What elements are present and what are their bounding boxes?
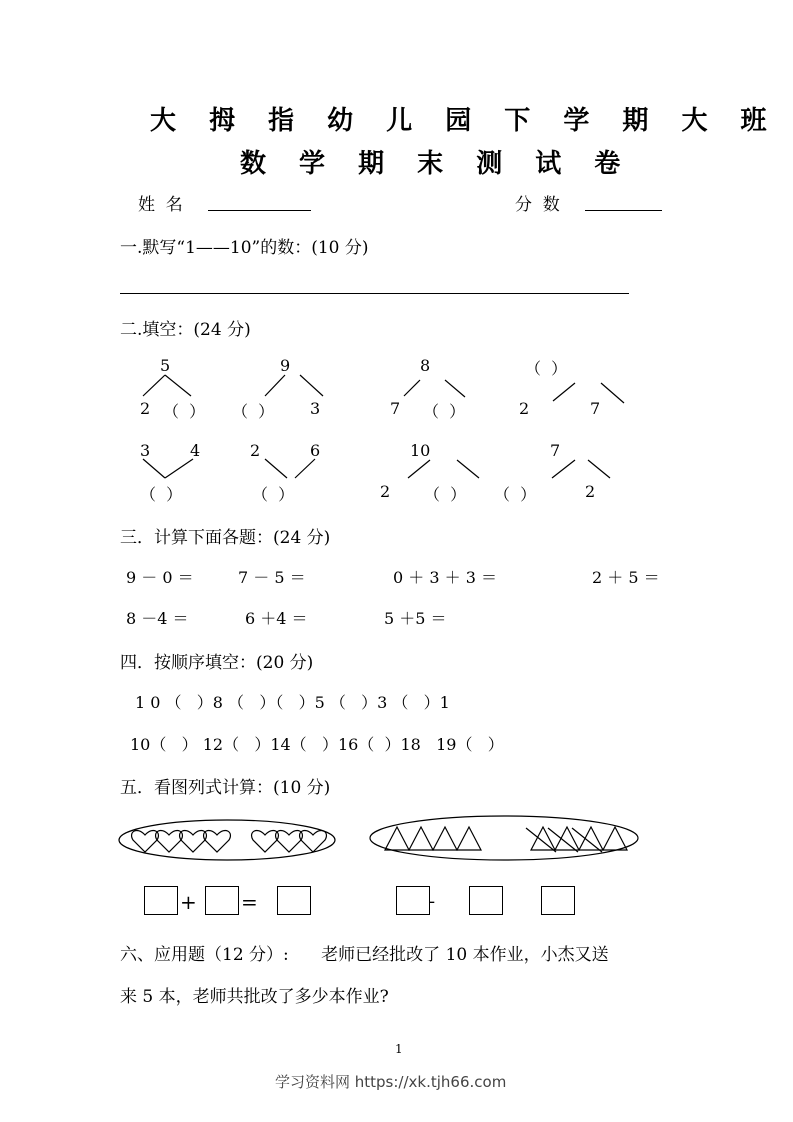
tree-7-right[interactable]: （ ） bbox=[424, 485, 467, 504]
tree-4-right: 7 bbox=[590, 399, 601, 418]
answer-box[interactable] bbox=[144, 886, 178, 915]
tree-1-top: 5 bbox=[160, 356, 171, 375]
section-6-heading: 六、应用题（12 分）: 老师已经批改了 10 本作业，小杰又送 bbox=[120, 945, 609, 965]
equals-sign: = bbox=[241, 890, 258, 914]
calc-1[interactable]: 9 － 0 ＝ bbox=[126, 568, 194, 587]
title-line-2: 数 学 期 末 测 试 卷 bbox=[240, 149, 633, 179]
tree-8-left[interactable]: （ ） bbox=[494, 485, 537, 504]
branch-line bbox=[404, 380, 420, 396]
branch-line bbox=[265, 375, 285, 396]
calc-6[interactable]: 6 ＋4 ＝ bbox=[245, 609, 308, 628]
tree-5-bottom[interactable]: （ ） bbox=[140, 485, 183, 504]
triangle-icon bbox=[385, 827, 409, 850]
heart-icon bbox=[180, 831, 207, 852]
section-6-question-line-2: 来 5 本，老师共批改了多少本作业? bbox=[120, 987, 389, 1007]
heart-icon bbox=[156, 831, 183, 852]
tree-5-left: 3 bbox=[140, 441, 151, 460]
triangle-icon bbox=[603, 827, 627, 850]
tree-6-right: 6 bbox=[310, 441, 321, 460]
tree-6-left: 2 bbox=[250, 441, 261, 460]
triangle-icons bbox=[385, 827, 627, 852]
branch-line bbox=[295, 459, 315, 478]
branch-line bbox=[445, 380, 465, 397]
branch-line bbox=[553, 383, 575, 401]
sequence-row-1[interactable]: 1 0 （ ）8 （ ）（ ）5 （ ）3 （ ）1 bbox=[135, 693, 450, 712]
tree-8-right: 2 bbox=[585, 482, 596, 501]
heart-icon bbox=[204, 831, 231, 852]
section-2-heading: 二.填空：(24 分) bbox=[120, 320, 251, 340]
tree-1-left: 2 bbox=[140, 399, 151, 418]
tree-8-top: 7 bbox=[550, 441, 561, 460]
heart-icons bbox=[132, 831, 327, 852]
branch-line bbox=[601, 383, 624, 403]
triangle-icon bbox=[457, 827, 481, 850]
tree-3-left: 7 bbox=[390, 399, 401, 418]
tree-2-top: 9 bbox=[280, 356, 291, 375]
section-1-heading: 一.默写“1——10”的数：(10 分) bbox=[120, 238, 369, 258]
triangles-oval bbox=[370, 816, 638, 860]
triangle-icon bbox=[579, 827, 603, 850]
heart-icon bbox=[252, 831, 279, 852]
footer-watermark: 学习资料网 https://xk.tjh66.com bbox=[275, 1073, 507, 1091]
branch-line bbox=[457, 460, 479, 478]
tree-1-right[interactable]: （ ） bbox=[163, 402, 206, 421]
hearts-oval bbox=[119, 820, 335, 860]
sequence-row-2[interactable]: 10（ ） 12（ ）14（ ）16（ ）18 19（ ） bbox=[130, 735, 504, 754]
branch-line bbox=[143, 459, 165, 478]
tree-6-bottom[interactable]: （ ） bbox=[252, 485, 295, 504]
tree-2-right: 3 bbox=[310, 399, 321, 418]
branch-line bbox=[300, 375, 323, 396]
heart-icon bbox=[276, 831, 303, 852]
answer-box[interactable] bbox=[396, 886, 430, 915]
answer-box[interactable] bbox=[205, 886, 239, 915]
plus-sign: + bbox=[180, 890, 197, 914]
tree-5-right: 4 bbox=[190, 441, 201, 460]
calc-2[interactable]: 7 － 5 ＝ bbox=[238, 568, 306, 587]
calc-5[interactable]: 8 －4 ＝ bbox=[126, 609, 189, 628]
tree-7-top: 10 bbox=[410, 441, 431, 460]
calc-4[interactable]: 2 ＋ 5 ＝ bbox=[592, 568, 660, 587]
title-line-1: 大 拇 指 幼 儿 园 下 学 期 大 班 bbox=[150, 106, 779, 136]
branch-line bbox=[408, 460, 430, 478]
section-4-heading: 四．按顺序填空：(20 分) bbox=[120, 653, 314, 673]
tree-2-left[interactable]: （ ） bbox=[232, 402, 275, 421]
calc-3[interactable]: 0 ＋ 3 ＋ 3 ＝ bbox=[393, 568, 497, 587]
calc-7[interactable]: 5 ＋5 ＝ bbox=[384, 609, 447, 628]
branch-line bbox=[588, 460, 610, 478]
answer-box[interactable] bbox=[541, 886, 575, 915]
branch-line bbox=[165, 375, 191, 396]
tree-7-left: 2 bbox=[380, 482, 391, 501]
score-label: 分 数 bbox=[515, 195, 560, 215]
branch-line bbox=[165, 459, 193, 478]
minus-sign: - bbox=[429, 891, 436, 912]
branch-line bbox=[265, 459, 287, 478]
answer-box[interactable] bbox=[277, 886, 311, 915]
triangle-icon bbox=[433, 827, 457, 850]
page-number: 1 bbox=[395, 1042, 403, 1056]
tree-4-top[interactable]: （ ） bbox=[525, 359, 568, 378]
triangle-icon bbox=[409, 827, 433, 850]
heart-icon bbox=[132, 831, 159, 852]
heart-icon bbox=[300, 831, 327, 852]
name-label: 姓 名 bbox=[138, 195, 183, 215]
branch-line bbox=[143, 375, 165, 396]
answer-box[interactable] bbox=[469, 886, 503, 915]
tree-3-top: 8 bbox=[420, 356, 431, 375]
branch-line bbox=[552, 460, 575, 478]
section-3-heading: 三．计算下面各题：(24 分) bbox=[120, 528, 331, 548]
tree-3-right[interactable]: （ ） bbox=[423, 402, 466, 421]
number-tree-branches bbox=[143, 375, 624, 478]
tree-4-left: 2 bbox=[519, 399, 530, 418]
section-5-heading: 五．看图列式计算：(10 分) bbox=[120, 778, 331, 798]
